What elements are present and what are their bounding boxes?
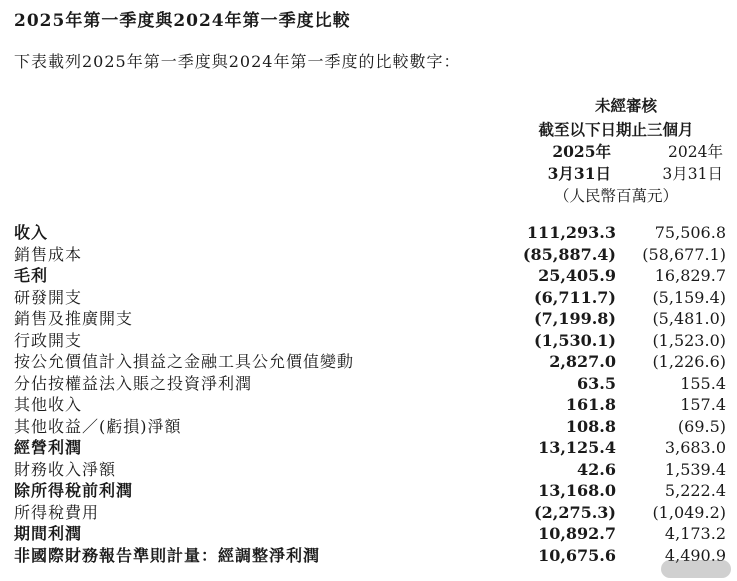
period-header: 截至以下日期止三個月 xyxy=(538,120,694,139)
row-label: 非國際財務報告準則計量：經調整淨利潤 xyxy=(14,545,321,565)
intro-text: 下表載列2025年第一季度與2024年第一季度的比較數字： xyxy=(14,52,461,71)
row-label: 按公允價值計入損益之金融工具公允價值變動 xyxy=(14,352,355,371)
value-2025: 111,293.3 xyxy=(526,223,616,242)
table-row xyxy=(14,523,726,545)
table-row xyxy=(14,416,726,438)
value-2024: 4,490.9 xyxy=(664,545,726,565)
year-2025-header: 2025年 xyxy=(552,142,611,161)
row-label: 其他收益／(虧損)淨額 xyxy=(14,416,182,436)
value-2024: (58,677.1) xyxy=(642,244,726,264)
value-2024: 5,222.4 xyxy=(664,481,726,500)
document-title: 2025年第一季度與2024年第一季度比較 xyxy=(14,11,351,31)
table-row xyxy=(14,330,726,352)
table-row xyxy=(14,222,726,244)
value-2024: (5,159.4) xyxy=(652,287,726,307)
table-row xyxy=(14,437,726,459)
value-2024: (5,481.0) xyxy=(652,309,726,328)
table-row xyxy=(14,265,726,287)
row-label: 所得稅費用 xyxy=(14,502,100,522)
value-2025: 10,675.6 xyxy=(538,545,616,565)
value-2024: (1,226.6) xyxy=(652,352,726,371)
row-label: 收入 xyxy=(14,223,49,242)
value-2025: (85,887.4) xyxy=(522,244,616,264)
table-row xyxy=(14,287,726,309)
value-2024: 1,539.4 xyxy=(664,459,726,479)
value-2025: 10,892.7 xyxy=(538,524,616,543)
value-2024: 75,506.8 xyxy=(654,223,726,242)
row-label: 銷售及推廣開支 xyxy=(14,309,134,328)
value-2025: 161.8 xyxy=(565,395,616,414)
date-2025-header: 3月31日 xyxy=(547,164,611,183)
unit-header: （人民幣百萬元） xyxy=(553,187,678,205)
value-2025: 2,827.0 xyxy=(549,352,616,371)
row-label: 銷售成本 xyxy=(14,244,83,264)
table-row xyxy=(14,244,726,266)
table-row xyxy=(14,480,726,502)
value-2024: 4,173.2 xyxy=(664,524,726,543)
value-2025: 42.6 xyxy=(577,459,616,479)
value-2025: (7,199.8) xyxy=(534,309,616,328)
table-row xyxy=(14,373,726,395)
value-2025: 13,168.0 xyxy=(538,481,616,500)
value-2024: (1,049.2) xyxy=(652,502,726,522)
value-2025: 108.8 xyxy=(565,416,616,436)
row-label: 行政開支 xyxy=(14,330,83,350)
value-2024: (1,523.0) xyxy=(652,330,726,350)
year-2024-header: 2024年 xyxy=(668,143,723,161)
row-label: 研發開支 xyxy=(14,287,83,307)
table-row xyxy=(14,502,726,524)
value-2024: 157.4 xyxy=(680,395,726,414)
row-label: 毛利 xyxy=(14,266,49,285)
value-2024: 3,683.0 xyxy=(664,438,726,457)
row-label: 期間利潤 xyxy=(14,524,83,543)
row-label: 經營利潤 xyxy=(14,438,83,457)
value-2025: (1,530.1) xyxy=(534,330,616,350)
value-2024: (69.5) xyxy=(677,416,726,436)
watermark-badge xyxy=(661,560,731,578)
value-2024: 16,829.7 xyxy=(654,266,726,285)
row-label: 其他收入 xyxy=(14,395,83,414)
table-row xyxy=(14,351,726,373)
value-2025: 63.5 xyxy=(577,373,616,393)
unaudited-header: 未經審核 xyxy=(594,96,657,115)
table-row xyxy=(14,459,726,481)
table-row xyxy=(14,308,726,330)
row-label: 財務收入淨額 xyxy=(14,459,117,479)
value-2025: 13,125.4 xyxy=(538,438,616,457)
table-row xyxy=(14,394,726,416)
row-label: 除所得稅前利潤 xyxy=(14,481,134,500)
date-2024-header: 3月31日 xyxy=(662,165,723,183)
value-2024: 155.4 xyxy=(680,373,726,393)
value-2025: 25,405.9 xyxy=(538,266,616,285)
value-2025: (2,275.3) xyxy=(534,502,616,522)
income-statement-table xyxy=(14,222,726,566)
table-row xyxy=(14,545,726,567)
row-label: 分佔按權益法入賬之投資淨利潤 xyxy=(14,373,253,393)
value-2025: (6,711.7) xyxy=(534,287,616,307)
